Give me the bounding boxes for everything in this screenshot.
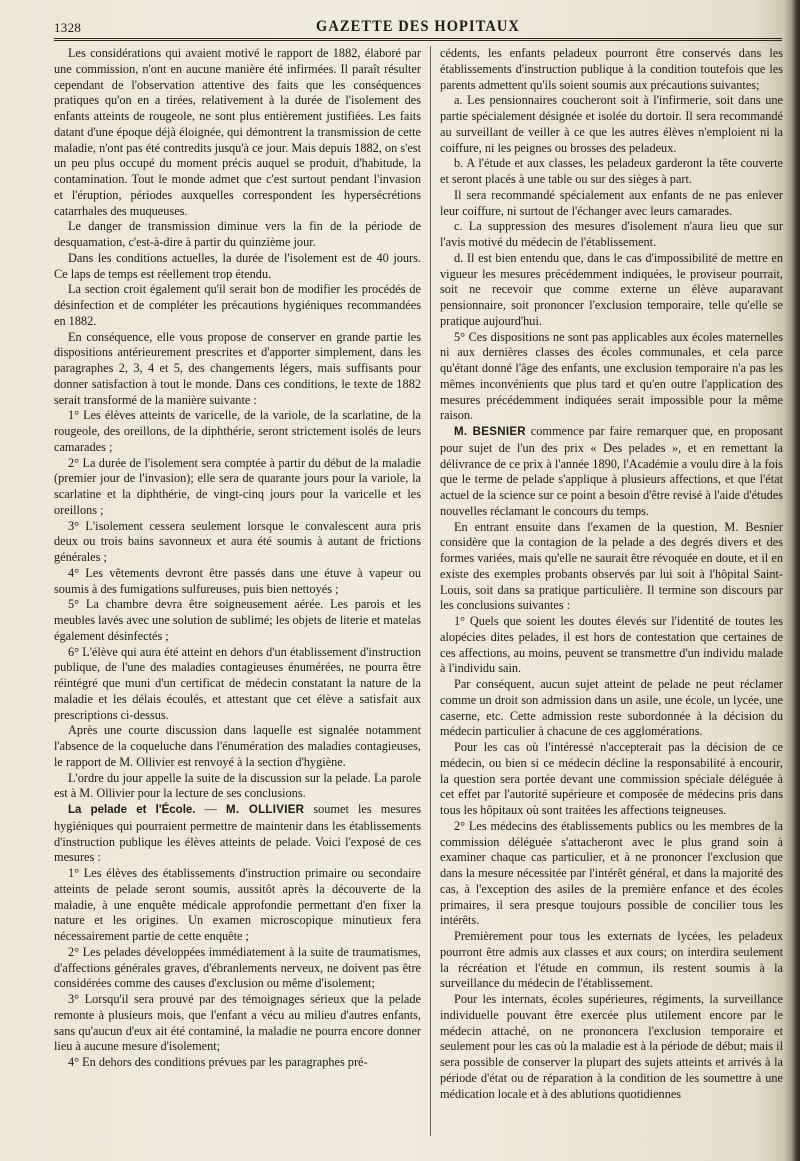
paragraph: 1° Les élèves atteints de varicelle, de la variole, de la scarlatine, de la rougeole, des oreillons, de la diphthérie, seront strictement isolés de leurs camarades ; <box>54 408 421 454</box>
paragraph: 2° Les pelades développées immédiatement à la suite de traumatismes, d'affections générales graves, d'ébranlements nerveux, ne doivent pas être considérées comme des causes d'exclusion ou même d'isolement; <box>54 944 421 991</box>
book-spine-shadow <box>790 0 800 1161</box>
paragraph: d. Il est bien entendu que, dans le cas d'impossibilité de mettre en vigueur les mesures précédemment indiquées, le proviseur pourrait, soit ne recevoir que comme externe un élève auparavant pensionnaire, soit prononcer l'exclusion temporaire, telle qu'elle se pratique aujourd'hui. <box>440 250 783 328</box>
page-header <box>54 14 782 40</box>
section-text: commence par faire remarquer que, en proposant pour sujet de l'un des prix « Des pelades », et en remettant la délivrance de ce prix à l'année 1890, l'Académie a voulu dire à la fois que le terme de pelade s'applique à plusieurs affections, et que l'état actuel de la science sur ce point a besoin d'être revisé à l'aide d'études nouvelles réclamant le concours du temps. <box>440 424 783 518</box>
paragraph: La section croit également qu'il serait bon de modifier les procédés de désinfection et de compléter les précautions hygiéniques recommandées en 1882. <box>54 282 421 328</box>
paragraph: L'ordre du jour appelle la suite de la discussion sur la pelade. La parole est à M. Ollivier pour la lecture de ses conclusions. <box>54 770 421 801</box>
paragraph: 6° L'élève qui aura été atteint en dehors d'un établissement d'instruction publique, de l'une des maladies contagieuses énumérées, ne pourra être réintégré que muni d'un certificat de médecin constatant la nature de la maladie et les délais écoulés, et attestant que cet élève a satisfait aux prescriptions ci-dessus. <box>54 644 421 722</box>
paragraph: 4° En dehors des conditions prévues par les paragraphes pré- <box>68 1055 368 1069</box>
paragraph: b. A l'étude et aux classes, les peladeux garderont la tête couverte et seront placés à une table ou sur des sièges à part. <box>440 156 783 186</box>
section-paragraph <box>440 424 783 520</box>
paragraph: a. Les pensionnaires coucheront soit à l'infirmerie, soit dans une partie spécialement désignée et isolée du dortoir. Il sera recommandé au surveillant de veiller à ce que les autres élèves n'emploient ni la coiffure, ni les peignes ou brosses des peladeux. <box>440 93 783 155</box>
paragraph: Pour les internats, écoles supérieures, régiments, la surveillance individuelle pouvant être exercée plus utilement encore par le médecin attaché, on ne prononcera l'exclusion temporaire et seulement pour les cas où la maladie est à la période de début; mais il sera possible de conserver la plupart des sujets atteints et arrivés à la période d'état ou de réparation à la condition de les soumettre à une médication locale et à des ablutions quotidiennes <box>440 992 783 1101</box>
paragraph: Pour les cas où l'intéressé n'accepterait pas la décision de ce médecin, ou bien si ce médecin décline la responsabilité à encourir, la question sera portée devant une commission spéciale déléguée à cet effet par l'autorité supérieure et composée de médecins pris dans tous les hôpitaux où sont traitées les affections teigneuses. <box>440 740 783 817</box>
paragraph: Par conséquent, aucun sujet atteint de pelade ne peut réclamer comme un droit son admission dans un asile, une école, un lycée, une caserne, etc. Cette admission reste subordonnée à la décision du médecin particulier à chacune de ces agglomérations. <box>440 677 783 739</box>
paragraph: Il sera recommandé spécialement aux enfants de ne pas enlever leur coiffure, ni surtout de l'échanger avec leurs camarades. <box>440 187 783 218</box>
right-column <box>440 46 783 1136</box>
column-divider <box>430 46 431 1136</box>
paragraph: 1° Les élèves des établissements d'instruction primaire ou secondaire atteints de pelade seront soumis, aussitôt après la découverte de la maladie, à une enquête médicale approfondie permettant d'en fixer la nature et les origines. Un examen microscopique minutieux fera nécessairement partie de cette enquête ; <box>54 866 421 943</box>
section-dash: — <box>195 802 226 816</box>
paragraph: En entrant ensuite dans l'examen de la question, M. Besnier considère que la contagion de la pelade a des degrés divers et des formes variées, mais qu'elle ne saurait être révoquée en doute, et il en existe des exemples probants observés par lui soit à l'hôpital Saint-Louis, soit dans sa pratique particulière. Il termine son discours par les conclusions suivantes : <box>440 519 783 613</box>
speaker-name: M. OLLIVIER <box>225 804 305 816</box>
paragraph: Le danger de transmission diminue vers la fin de la période de desquamation, c'est-à-dire à partir du quinzième jour. <box>54 219 421 249</box>
page-number: 1328 <box>54 20 82 35</box>
paragraph: 4° Les vêtements devront être passés dans une étuve à vapeur ou soumis à des fumigations sulfureuses, puis bien nettoyés ; <box>54 565 421 596</box>
paragraph: 1° Quels que soient les doutes élevés sur l'identité de toutes les alopécies dites pelades, il est hors de contestation que certaines de ces affections, au moins, peuvent se transmettre d'un individu malade à l'individu sain. <box>440 614 783 676</box>
paragraph: 2° Les médecins des établissements publics ou les membres de la commission déléguée s'attacheront avec le plus grand soin à examiner chaque cas particulier, et à ne prononcer l'exclusion que dans la mesure nécessitée par l'intérêt général, et dans la majorité des cas, à l'exception des asiles de la première enfance et des écoles primaires, il sera presque toujours possible de concilier tous les intérêts. <box>440 818 783 928</box>
section-paragraph <box>54 802 421 866</box>
paragraph: 5° La chambre devra être soigneusement aérée. Les parois et les meubles lavés avec une solution de sublimé; les objets de literie et matelas également désinfectés ; <box>54 597 421 643</box>
journal-title: GAZETTE DES HOPITAUX <box>316 18 520 35</box>
paragraph: Premièrement pour tous les externats de lycées, les peladeux pourront être admis aux classes et aux cours; on interdira seulement la récréation et l'étude en commun, ils restent soumis à la surveillance du médecin de l'établissement. <box>440 929 783 991</box>
paragraph: Dans les conditions actuelles, la durée de l'isolement est de 40 jours. Ce laps de temps est réellement trop étendu. <box>54 250 421 281</box>
paragraph: Les considérations qui avaient motivé le rapport de 1882, élaboré par une commission, n'ont en aucune manière été infirmées. Il paraît résulter cependant de l'observation attentive des faits que les conséquences pratiques qu'on en a tirées, relativement à la durée de l'isolement des enfants atteints de rougeole, ne sont plus entièrement justifiées. Les faits datant d'une époque déjà éloignée, qui démontrent la transmission de cette maladie, n'ont pas été contredits jusqu'à ce jour. Mais depuis 1882, on s'est un peu plus occupé du moment précis auquel se produit, d'habitude, la contamination. Tout le monde admet que c'est surtout pendant l'invasion et l'éruption, périodes auxquelles correspondent les hypersécrétions catarrhales des muqueuses. <box>54 46 421 218</box>
paragraph: Après une courte discussion dans laquelle est signalée notamment l'absence de la coqueluche dans l'énumération des maladies contagieuses, le rapport de M. Ollivier est renvoyé à la section d'hygiène. <box>54 723 421 769</box>
section-lead: La pelade et l'École. <box>68 804 196 816</box>
section-text: soumet les mesures hygiéniques qui pourraient permettre de maintenir dans les établissements d'instruction publique les élèves atteints de pelade. Voici l'exposé de ces mesures : <box>54 802 421 865</box>
paragraph: 3° Lorsqu'il sera prouvé par des témoignages sérieux que la pelade remonte à plusieurs mois, que l'enfant a vécu au milieu d'autres enfants, sans qu'aucun d'eux ait été contaminé, la maladie ne pourra encore donner lieu à aucune mesure d'isolement; <box>54 992 421 1054</box>
header-rule <box>54 38 782 41</box>
paragraph: 3° L'isolement cessera seulement lorsque le convalescent aura pris deux ou trois bains savonneux et aura été soumis à autant de frictions générales ; <box>54 518 421 564</box>
paragraph: cédents, les enfants peladeux pourront être conservés dans les établissements d'instruction publique à la condition toutefois que les parents admettent qu'ils soient soumis aux précautions suivantes; <box>440 46 783 92</box>
paragraph: c. La suppression des mesures d'isolement n'aura lieu que sur l'avis motivé du médecin de l'établissement. <box>440 219 783 249</box>
paragraph: 5° Ces dispositions ne sont pas applicables aux écoles maternelles ni aux dernières classes des écoles communales, et cela parce qu'étant donné l'âge des enfants, une exclusion temporaire n'a pas les mêmes inconvénients que plus tard et qu'en outre l'application des mesures précédemment indiquées serait impossible pour la même raison. <box>440 329 783 423</box>
speaker-name: M. BESNIER <box>454 426 526 438</box>
left-column <box>54 46 421 1136</box>
paragraph: 2° La durée de l'isolement sera comptée à partir du début de la maladie (premier jour de l'invasion); elle sera de quarante jours pour la variole, la scarlatine et la diphthérie, de vingt-cinq jours pour la varicelle et les oreillons ; <box>54 455 421 517</box>
paragraph: En conséquence, elle vous propose de conserver en grande partie les dispositions antérieurement prescrites et d'apporter simplement, dans les paragraphes 2, 3, 4 et 5, des changements légers, mais suffisants pour donner satisfaction à tout le monde. Dans ces conditions, le texte de 1882 serait transformé de la manière suivante : <box>54 329 421 407</box>
